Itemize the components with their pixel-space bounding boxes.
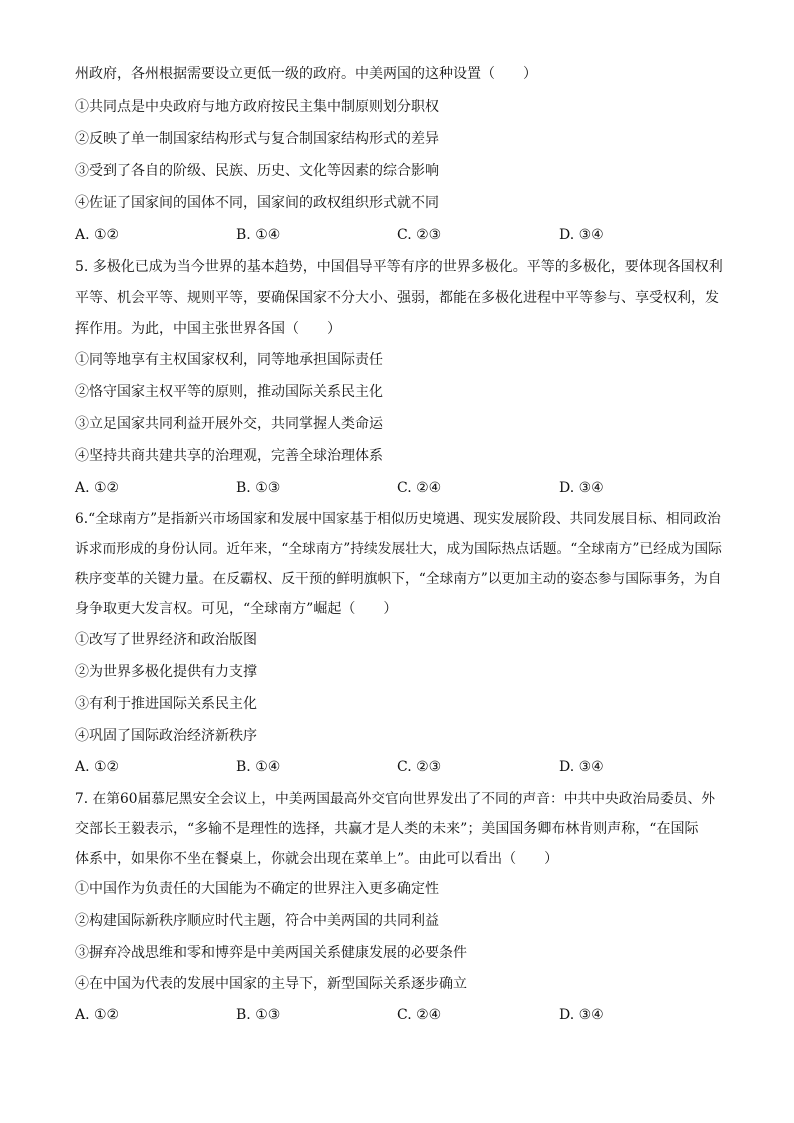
q5-item-1: ①同等地享有主权国家权利，同等地承担国际责任 [75,352,383,368]
q4-item-3: ③受到了各自的阶级、民族、历史、文化等因素的综合影响 [75,163,439,179]
q6-stem-line-2: 诉求而形成的身份认同。近年来，“全球南方”持续发展壮大，成为国际热点话题。“全球南方”已经成为国际 [75,541,722,557]
q6-option-b[interactable]: B. ①④ [236,759,281,775]
q6-stem-line-1: 6.“全球南方”是指新兴市场国家和发展中国家基于相似历史境遇、现实发展阶段、共同发展目标、相同政治 [75,511,721,527]
q7-stem-line-3: 体系中，如果你不坐在餐桌上，你就会出现在菜单上”。由此可以看出（ ） [75,851,559,867]
q6-stem-line-3: 秩序变革的关键力量。在反霸权、反干预的鲜明旗帜下，“全球南方”以更加主动的姿态参与国际事务，为自 [75,571,722,587]
q5-item-4: ④坚持共商共建共享的治理观，完善全球治理体系 [75,448,383,464]
q6-option-a[interactable]: A. ①② [75,759,120,775]
q5-option-a[interactable]: A. ①② [75,480,120,496]
q5-item-2: ②恪守国家主权平等的原则，推动国际关系民主化 [75,384,383,400]
q6-option-d[interactable]: D. ③④ [559,759,604,775]
q7-item-3: ③摒弃冷战思维和零和博弈是中美两国关系健康发展的必要条件 [75,945,467,961]
q7-item-2: ②构建国际新秩序顺应时代主题，符合中美两国的共同利益 [75,913,439,929]
q7-stem-line-1: 7. 在第60届慕尼黑安全会议上，中美两国最高外交官向世界发出了不同的声音：中共中央政治局委员、外 [75,791,715,807]
q5-option-c[interactable]: C. ②④ [397,480,442,496]
q4-option-d[interactable]: D. ③④ [559,227,604,243]
q5-stem-line-1: 5. 多极化已成为当今世界的基本趋势，中国倡导平等有序的世界多极化。平等的多极化，要体现各国权利 [75,259,723,275]
q7-stem-line-2: 交部长王毅表示，“多输不是理性的选择，共赢才是人类的未来”；美国国务卿布林肯则声称，“在国际 [75,821,699,837]
q4-option-a[interactable]: A. ①② [75,227,120,243]
q6-item-1: ①改写了世界经济和政治版图 [75,632,257,648]
q5-stem-line-2: 平等、机会平等、规则平等，要确保国家不分大小、强弱，都能在多极化进程中平等参与、享受权利，发 [75,290,719,306]
q6-item-3: ③有利于推进国际关系民主化 [75,696,257,712]
q7-item-4: ④在中国为代表的发展中国家的主导下，新型国际关系逐步确立 [75,976,467,992]
q5-option-b[interactable]: B. ①③ [236,480,281,496]
q6-options [75,757,725,777]
q4-option-c[interactable]: C. ②③ [397,227,442,243]
q6-stem-line-4: 身争取更大发言权。可见，“全球南方”崛起（ ） [75,601,398,617]
q5-stem-line-3: 挥作用。为此，中国主张世界各国（ ） [75,321,341,337]
q7-option-b[interactable]: B. ①③ [236,1007,281,1023]
q4-option-b[interactable]: B. ①④ [236,227,281,243]
q7-item-1: ①中国作为负责任的大国能为不确定的世界注入更多确定性 [75,881,439,897]
q6-option-c[interactable]: C. ②③ [397,759,442,775]
q5-options [75,478,725,498]
q7-option-d[interactable]: D. ③④ [559,1007,604,1023]
q7-option-c[interactable]: C. ②④ [397,1007,442,1023]
q5-option-d[interactable]: D. ③④ [559,480,604,496]
q4-stem-line-1: 州政府，各州根据需要设立更低一级的政府。中美两国的这种设置（ ） [75,66,537,82]
q5-item-3: ③立足国家共同利益开展外交，共同掌握人类命运 [75,416,383,432]
q4-item-1: ①共同点是中央政府与地方政府按民主集中制原则划分职权 [75,99,439,115]
q6-item-4: ④巩固了国际政治经济新秩序 [75,728,257,744]
q7-options [75,1005,725,1025]
q7-option-a[interactable]: A. ①② [75,1007,120,1023]
q4-item-4: ④佐证了国家间的国体不同，国家间的政权组织形式就不同 [75,195,439,211]
q6-item-2: ②为世界多极化提供有力支撑 [75,664,257,680]
q4-item-2: ②反映了单一制国家结构形式与复合制国家结构形式的差异 [75,131,439,147]
q4-options [75,225,725,245]
